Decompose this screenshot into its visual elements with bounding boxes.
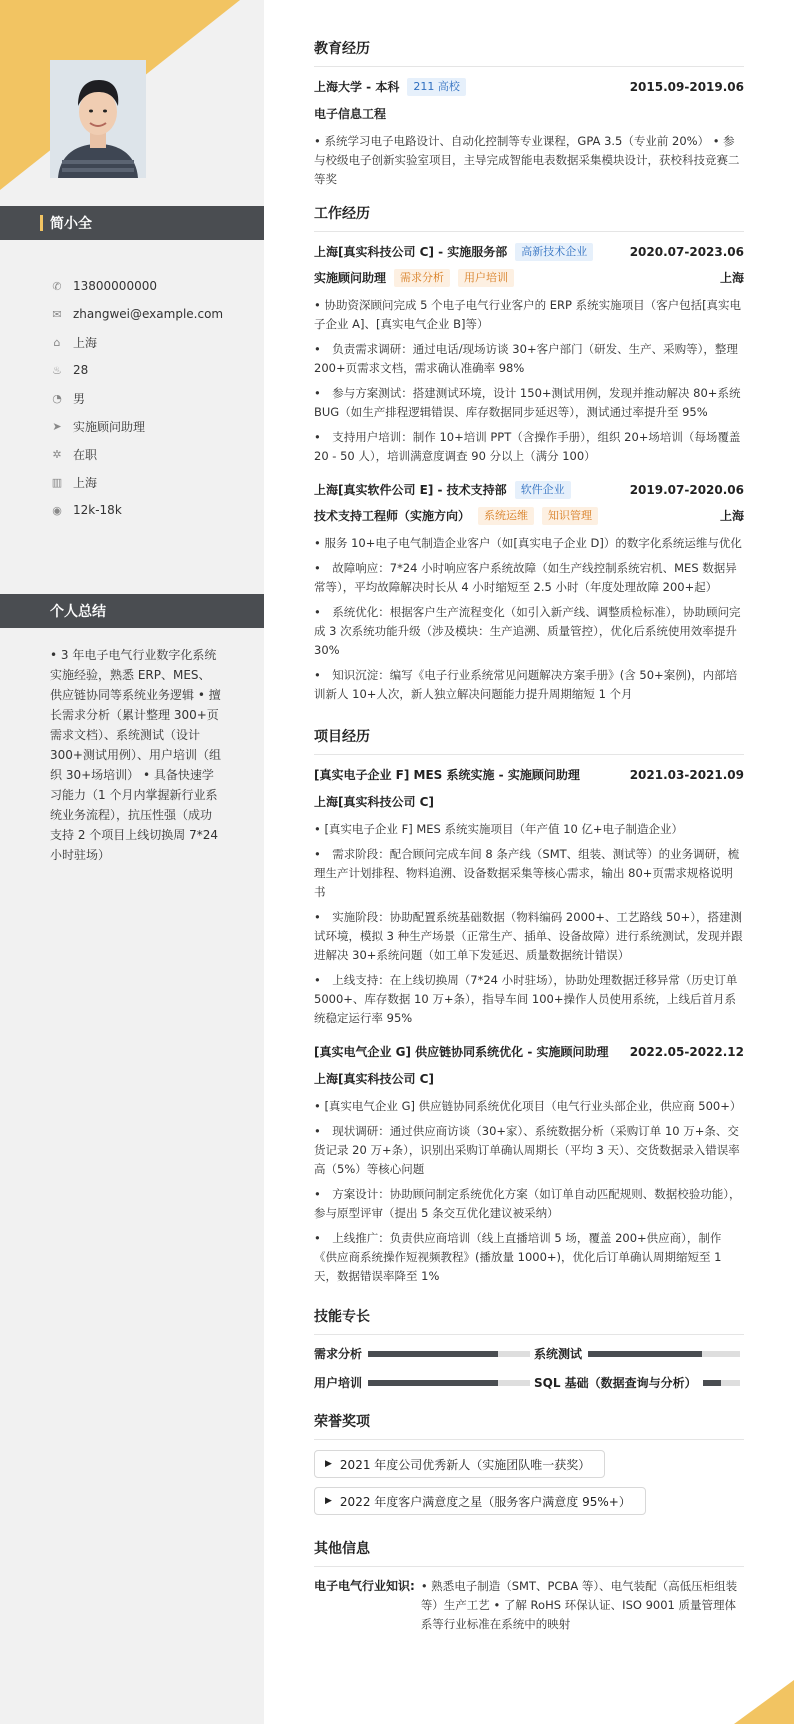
job-bullet: • 负责需求调研：通过电话/现场访谈 30+客户部门（研发、生产、采购等），整理 200+页需求文档，需求确认准确率 98% xyxy=(314,342,738,375)
skill-name: SQL 基础（数据查询与分析） xyxy=(534,1376,697,1390)
info-text: 上海 xyxy=(73,475,98,490)
name-accent xyxy=(40,215,43,231)
job-position: 实施顾问助理 xyxy=(314,271,387,285)
info-status xyxy=(50,440,250,468)
building-icon: ▥ xyxy=(51,475,63,489)
project-name: [真实电气企业 G] 供应链协同系统优化 - 实施顾问助理 xyxy=(314,1045,609,1059)
skill-name: 系统测试 xyxy=(534,1347,583,1361)
award-text: 2021 年度公司优秀新人（实施团队唯一获奖） xyxy=(339,1457,591,1472)
education-header xyxy=(314,77,744,97)
info-work-city xyxy=(50,468,250,496)
other-label: 电子电气行业知识: xyxy=(314,1579,415,1593)
job-position-row xyxy=(314,506,744,526)
job-bullet: • 故障响应：7*24 小时响应客户系统故障（如生产线控制系统宕机、MES 数据异常等），平均故障解决时长从 4 小时缩短至 2.5 小时（年度处理故障 200+起） xyxy=(314,561,737,594)
job-bullet: • 系统优化：根据客户生产流程变化（如引入新产线、调整质检标准），协助顾问完成 3 次系统功能升级（涉及模块：生产追溯、质量管控），优化后系统使用效率提升 30% xyxy=(314,605,741,657)
major: 电子信息工程 xyxy=(314,107,387,121)
avatar xyxy=(50,60,146,178)
skill-bar xyxy=(368,1380,530,1386)
job-city: 上海 xyxy=(719,271,744,285)
project-bullet: • 现状调研：通过供应商访谈（30+家）、系统数据分析（采购订单 10 万+条、交货记录 20 万+条），识别出采购订单确认周期长（平均 3 天）、交货数据录入错误率高（5%）等核心问题 xyxy=(314,1124,740,1176)
skill-bar xyxy=(368,1351,530,1357)
project-company: 上海[真实科技公司 C] xyxy=(314,795,434,809)
section-title: 工作经历 xyxy=(314,203,744,232)
skill-name: 需求分析 xyxy=(314,1347,363,1361)
projects-section xyxy=(314,726,744,1286)
work-section xyxy=(314,203,744,704)
skills-grid xyxy=(314,1345,744,1391)
corner-decoration-bottom xyxy=(734,1680,794,1724)
job-city: 上海 xyxy=(719,509,744,523)
skill-name: 用户培训 xyxy=(314,1376,363,1390)
info-text: zhangwei@example.com xyxy=(73,307,224,321)
phone-icon: ✆ xyxy=(52,279,62,293)
project-date: 2021.03-2021.09 xyxy=(629,768,744,782)
job-item xyxy=(314,242,744,466)
award-text: 2022 年度客户满意度之星（服务客户满意度 95%+） xyxy=(339,1494,631,1509)
award-item[interactable] xyxy=(314,1487,646,1515)
project-header xyxy=(314,765,744,785)
project-header xyxy=(314,1042,744,1062)
job-position: 技术支持工程师（实施方向） xyxy=(314,509,471,523)
project-intro: • [真实电子企业 F] MES 系统实施项目（年产值 10 亿+电子制造企业） xyxy=(314,822,684,836)
main-content xyxy=(314,38,744,1648)
skills-section xyxy=(314,1306,744,1391)
mail-icon: ✉ xyxy=(52,307,62,321)
job-item xyxy=(314,480,744,704)
send-icon: ➤ xyxy=(52,419,62,433)
award-item[interactable] xyxy=(314,1450,605,1478)
skill-bar-fill xyxy=(368,1380,498,1386)
skill-bar-fill xyxy=(703,1380,722,1386)
info-text: 实施顾问助理 xyxy=(73,419,146,434)
education-section xyxy=(314,38,744,189)
info-location xyxy=(50,328,250,356)
job-header xyxy=(314,242,744,262)
job-date: 2019.07-2020.06 xyxy=(629,483,744,497)
skill-tag: 需求分析 xyxy=(394,269,450,287)
gender-icon: ◔ xyxy=(52,391,62,405)
info-email xyxy=(50,300,250,328)
job-bullet: • 支持用户培训：制作 10+培训 PPT（含操作手册），组织 20+场培训（每场覆盖 20 - 50 人），培训满意度调查 90 分以上（满分 100） xyxy=(314,430,741,463)
info-salary xyxy=(50,496,250,524)
sidebar xyxy=(0,0,264,1724)
triangle-right-icon: ▶ xyxy=(325,1459,332,1469)
job-intro: • 协助资深顾问完成 5 个电子电气行业客户的 ERP 系统实施项目（客户包括[真实电子企业 A]、[真实电气企业 B]等） xyxy=(314,298,742,331)
section-title: 项目经历 xyxy=(314,726,744,755)
info-target-position xyxy=(50,412,250,440)
triangle-right-icon: ▶ xyxy=(325,1496,332,1506)
info-text: 28 xyxy=(73,363,89,377)
project-date: 2022.05-2022.12 xyxy=(629,1045,744,1059)
other-section xyxy=(314,1538,744,1634)
skill-tag: 系统运维 xyxy=(478,507,534,525)
skill-tag: 用户培训 xyxy=(458,269,514,287)
summary-text: • 3 年电子电气行业数字化系统实施经验，熟悉 ERP、MES、供应链协同等系统业务逻辑 • 擅长需求分析（累计整理 300+页需求文档）、系统测试（设计 300+测试用例）、用户培训（组织 30+场培训） • 具备快速学习能力（1 个月内掌握新行业系统业务流程），抗压性强（成功支持 2 个项目上线切换周 7*24 小时驻场） xyxy=(50,648,221,862)
project-name: [真实电子企业 F] MES 系统实施 - 实施顾问助理 xyxy=(314,768,580,782)
project-bullet: • 实施阶段：协助配置系统基础数据（物料编码 2000+、工艺路线 50+），搭建测试环境，模拟 3 种生产场景（正常生产、插单、设备故障）进行系统测试，发现并跟进解决 30+系统问题（如工单下发延迟、质量数据统计错误） xyxy=(314,910,743,962)
project-bullet: • 方案设计：协助顾问制定系统优化方案（如订单自动匹配规则、数据校验功能），参与原型评审（提出 5 条交互优化建议被采纳） xyxy=(314,1187,741,1220)
school-name: 上海大学 - 本科 xyxy=(314,80,400,94)
company-name: 上海[真实科技公司 C] - 实施服务部 xyxy=(314,245,508,259)
other-value: • 熟悉电子制造（SMT、PCBA 等）、电气装配（高低压柜组装等）生产工艺 • 了解 RoHS 环保认证、ISO 9001 质量管理体系等行业标准在系统中的映射 xyxy=(420,1579,738,1631)
job-bullet: • 参与方案测试：搭建测试环境，设计 150+测试用例，发现并推动解决 80+系统 BUG（如生产排程逻辑错误、库存数据同步延迟等），测试通过率提升至 95% xyxy=(314,386,741,419)
info-text: 在职 xyxy=(73,447,98,462)
project-bullet: • 上线支持：在上线切换周（7*24 小时驻场），协助处理数据迁移异常（历史订单 5000+、库存数据 10 万+条），指导车间 100+操作人员使用系统，上线后首月系统稳定运行率 95% xyxy=(314,973,738,1025)
section-title: 技能专长 xyxy=(314,1306,744,1335)
skill-bar xyxy=(703,1380,740,1386)
home-icon: ⌂ xyxy=(53,335,61,349)
summary-title: 个人总结 xyxy=(0,594,264,628)
company-tag: 软件企业 xyxy=(515,481,571,499)
skill-tag: 知识管理 xyxy=(542,507,598,525)
info-text: 12k-18k xyxy=(73,503,122,517)
section-title: 教育经历 xyxy=(314,38,744,67)
skill-item xyxy=(534,1345,744,1362)
project-item xyxy=(314,1042,744,1286)
job-position-row xyxy=(314,268,744,288)
info-text: 13800000000 xyxy=(73,279,157,293)
candidate-name: 简小全 xyxy=(50,216,92,232)
education-date: 2015.09-2019.06 xyxy=(629,80,744,94)
project-intro: • [真实电气企业 G] 供应链协同系统优化项目（电气行业头部企业，供应商 500+） xyxy=(314,1099,742,1113)
gear-icon: ✲ xyxy=(52,447,62,461)
project-company: 上海[真实科技公司 C] xyxy=(314,1072,434,1086)
skill-bar-fill xyxy=(368,1351,498,1357)
skill-item xyxy=(314,1374,534,1391)
skill-item xyxy=(314,1345,534,1362)
coin-icon: ◉ xyxy=(52,503,62,517)
company-name: 上海[真实软件公司 E] - 技术支持部 xyxy=(314,483,507,497)
job-date: 2020.07-2023.06 xyxy=(629,245,744,259)
school-tag: 211 高校 xyxy=(407,78,466,96)
info-phone xyxy=(50,272,250,300)
skill-item xyxy=(534,1374,744,1391)
info-age xyxy=(50,356,250,384)
job-intro: • 服务 10+电子电气制造企业客户（如[真实电子企业 D]）的数字化系统运维与优化 xyxy=(314,536,742,550)
info-gender xyxy=(50,384,250,412)
other-info-row xyxy=(314,1577,744,1634)
education-desc: • 系统学习电子电路设计、自动化控制等专业课程，GPA 3.5（专业前 20%） • 参与校级电子创新实验室项目，主导完成智能电表数据采集模块设计，获校科技竞赛二等奖 xyxy=(314,134,740,186)
info-text: 男 xyxy=(73,391,86,406)
cake-icon: ♨ xyxy=(52,363,62,377)
project-item xyxy=(314,765,744,1028)
project-bullet: • 需求阶段：配合顾问完成车间 8 条产线（SMT、组装、测试等）的业务调研，梳理生产计划排程、物料追溯、设备数据采集等核心需求，输出 80+页需求规格说明书 xyxy=(314,847,740,899)
awards-section xyxy=(314,1411,744,1524)
info-text: 上海 xyxy=(73,335,98,350)
project-bullet: • 上线推广：负责供应商培训（线上直播培训 5 场，覆盖 200+供应商），制作《供应商系统操作短视频教程》(播放量 1000+)，优化后订单确认周期缩短至 1 天，数据错误率降至 1% xyxy=(314,1231,722,1283)
contact-info-list xyxy=(50,272,250,524)
company-tag: 高新技术企业 xyxy=(515,243,593,261)
section-title: 其他信息 xyxy=(314,1538,744,1567)
name-bar xyxy=(0,206,264,240)
job-header xyxy=(314,480,744,500)
skill-bar xyxy=(588,1351,740,1357)
skill-bar-fill xyxy=(588,1351,702,1357)
job-bullet: • 知识沉淀：编写《电子行业系统常见问题解决方案手册》(含 50+案例)，内部培训新人 10+人次，新人独立解决问题能力提升周期缩短 1 个月 xyxy=(314,668,738,701)
section-title: 荣誉奖项 xyxy=(314,1411,744,1440)
